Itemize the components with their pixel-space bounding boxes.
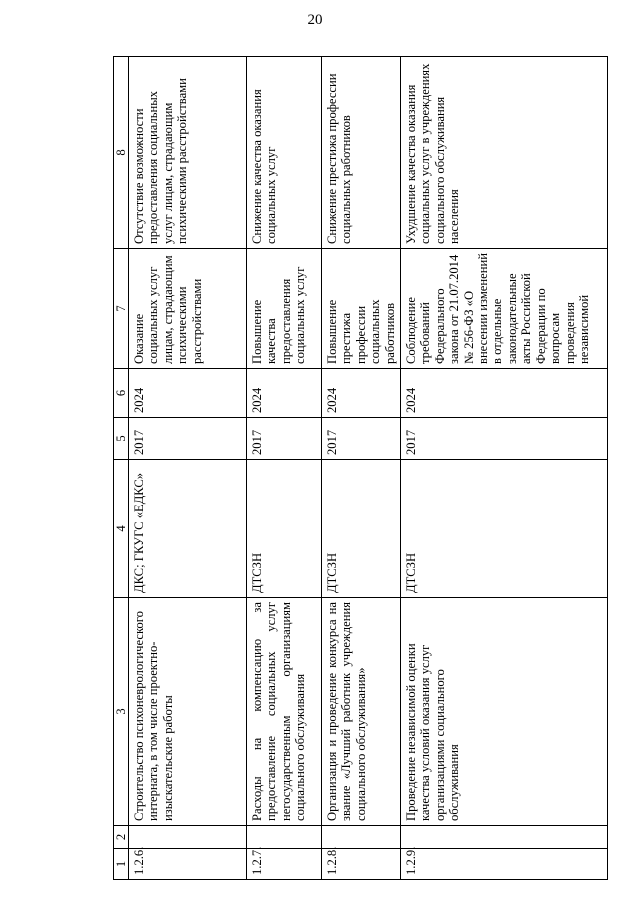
end-year: 2024 bbox=[129, 369, 247, 418]
measure-name: Строительство психоневрологического интерната, в том числе проектно-изыскательские работы bbox=[129, 598, 247, 826]
expected-result: Соблюдение требований Федерального закона от 21.07.2014 № 256-ФЗ «О внесении изменений в отдельные законодательные акты Российской Федерации по вопросам проведения независимой bbox=[401, 249, 608, 369]
end-year: 2024 bbox=[247, 369, 322, 418]
non-fulfillment-consequence: Снижение престижа профессии социальных работников bbox=[322, 57, 401, 249]
expected-result: Оказание социальных услуг лицам, страдающим психическими расстройствами bbox=[129, 249, 247, 369]
executor: ДТСЗН bbox=[322, 460, 401, 598]
end-year: 2024 bbox=[322, 369, 401, 418]
row-number: 1.2.9. bbox=[401, 849, 608, 880]
start-year: 2017 bbox=[247, 418, 322, 460]
executor: ДКС; ГКУГС «ЕДКС» bbox=[129, 460, 247, 598]
start-year: 2017 bbox=[129, 418, 247, 460]
executor: ДТСЗН bbox=[247, 460, 322, 598]
header-cell: 1 bbox=[114, 849, 129, 880]
rotated-table-container bbox=[113, 57, 608, 880]
table-row bbox=[401, 57, 608, 880]
header-cell: 4 bbox=[114, 460, 129, 598]
empty-cell bbox=[129, 826, 247, 849]
measure-name: Расходы на компенсацию за предоставление социальных услуг негосударственным организациям социального обслуживания bbox=[247, 598, 322, 826]
header-cell: 2 bbox=[114, 826, 129, 849]
non-fulfillment-consequence: Отсутствие возможности предоставления социальных услуг лицам, страдающим психическими расстройствами bbox=[129, 57, 247, 249]
header-cell: 8 bbox=[114, 57, 129, 249]
table-row bbox=[322, 57, 401, 880]
table-row bbox=[129, 57, 247, 880]
table-row bbox=[247, 57, 322, 880]
empty-cell bbox=[401, 826, 608, 849]
page-number: 20 bbox=[307, 12, 323, 28]
header-cell: 3 bbox=[114, 598, 129, 826]
start-year: 2017 bbox=[322, 418, 401, 460]
header-cell: 7 bbox=[114, 249, 129, 369]
measure-name: Организация и проведение конкурса на звание «Лучший работник учреждения социального обслуживания» bbox=[322, 598, 401, 826]
executor: ДТСЗН bbox=[401, 460, 608, 598]
table-header-row bbox=[114, 57, 129, 880]
header-cell: 6 bbox=[114, 369, 129, 418]
empty-cell bbox=[247, 826, 322, 849]
row-number: 1.2.6. bbox=[129, 849, 247, 880]
empty-cell bbox=[322, 826, 401, 849]
row-number: 1.2.7. bbox=[247, 849, 322, 880]
row-number: 1.2.8. bbox=[322, 849, 401, 880]
header-cell: 5 bbox=[114, 418, 129, 460]
end-year: 2024 bbox=[401, 369, 608, 418]
measures-table bbox=[113, 56, 608, 880]
expected-result: Повышение качества предоставления социальных услуг bbox=[247, 249, 322, 369]
non-fulfillment-consequence: Ухудшение качества оказания социальных услуг в учреждениях социального обслуживания населения bbox=[401, 57, 608, 249]
non-fulfillment-consequence: Снижение качества оказания социальных услуг bbox=[247, 57, 322, 249]
start-year: 2017 bbox=[401, 418, 608, 460]
expected-result: Повышение престижа профессии социальных работников bbox=[322, 249, 401, 369]
measure-name: Проведение независимой оценки качества условий оказания услуг организациями социального обслуживания bbox=[401, 598, 608, 826]
